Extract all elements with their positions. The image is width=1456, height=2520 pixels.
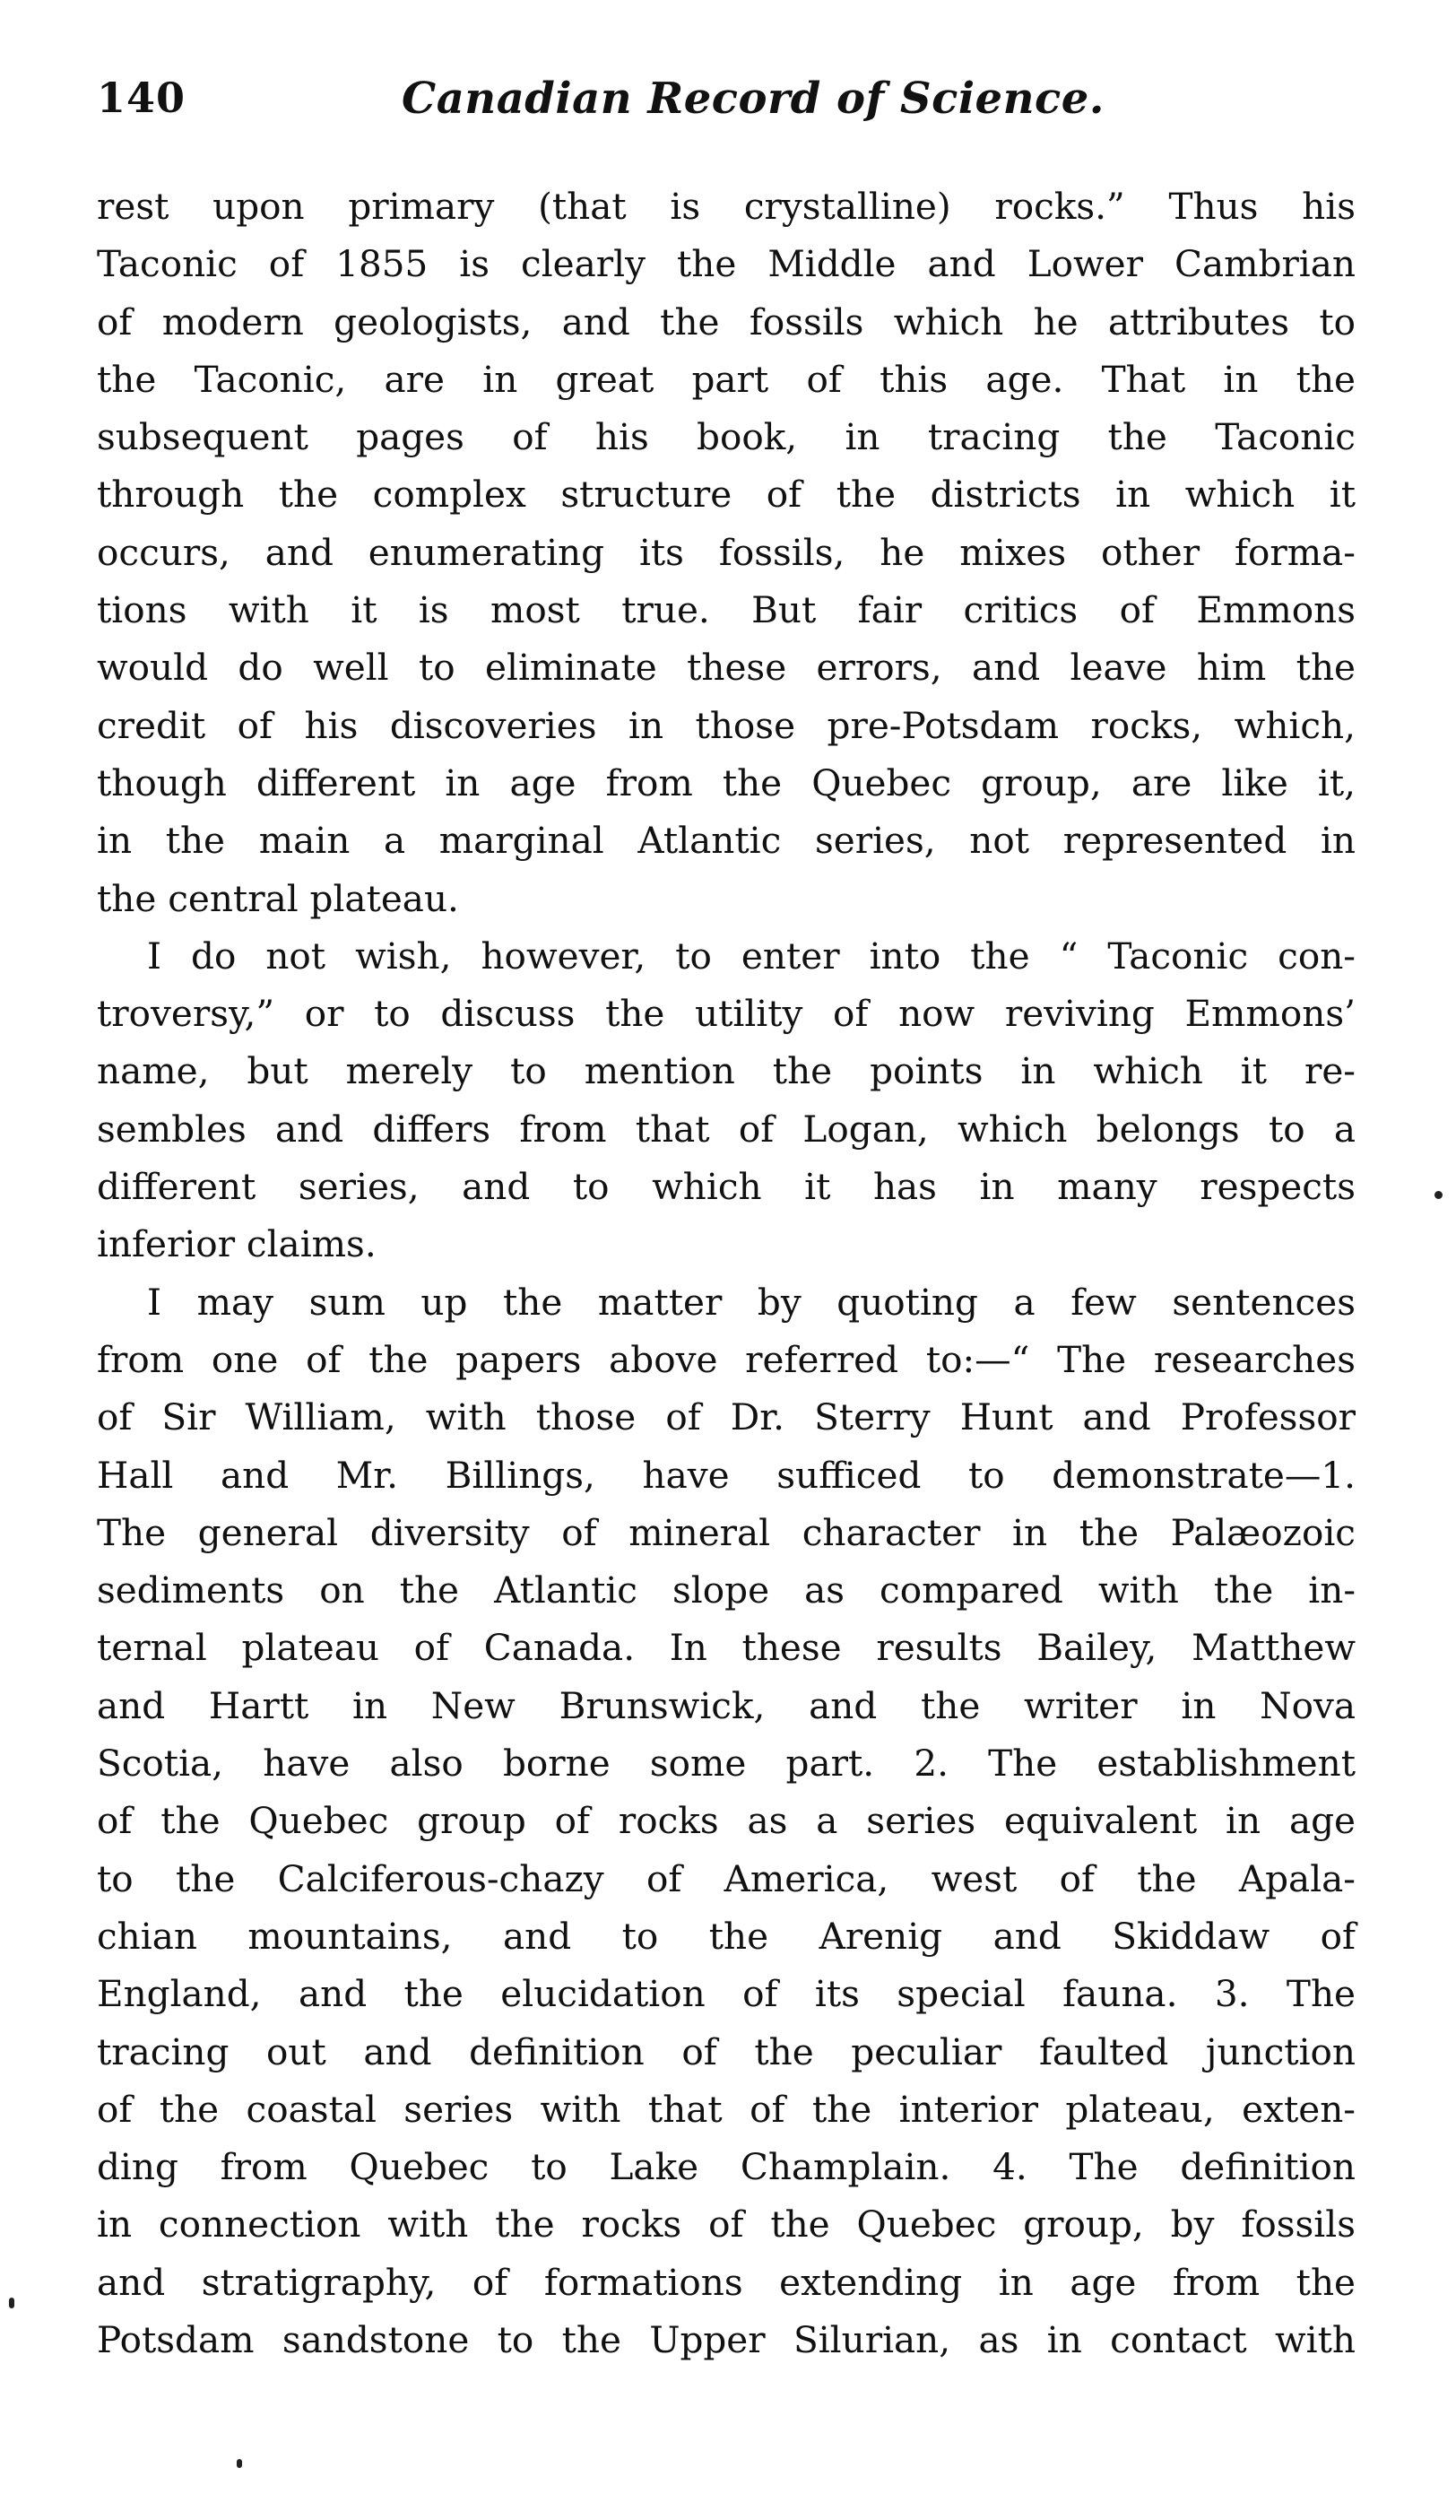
page-header [97,74,1370,136]
text-line: different series, and to which it has in many respects [97,1165,1356,1209]
text-line: of modern geologists, and the fossils which he attributes to [97,300,1356,343]
scan-speck [237,2459,242,2468]
text-line: I may sum up the matter by quoting a few sentences [147,1280,1356,1324]
scan-speck [1434,1191,1443,1199]
text-line: name, but merely to mention the points in which it re- [97,1049,1356,1093]
text-line: tracing out and definition of the peculiar faulted junction [97,2029,1356,2073]
text-line: ding from Quebec to Lake Champlain. 4. The definition [97,2145,1356,2189]
text-line: though different in age from the Quebec group, are like it, [97,760,1356,804]
text-line: of the coastal series with that of the interior plateau, exten- [97,2087,1356,2131]
text-line: occurs, and enumerating its fossils, he mixes other forma- [97,530,1356,574]
text-line: subsequent pages of his book, in tracing the Taconic [97,415,1356,459]
text-line: ternal plateau of Canada. In these results Bailey, Matthew [97,1626,1356,1670]
text-line: in connection with the rocks of the Quebec group, by fossils [97,2203,1356,2246]
text-line: credit of his discoveries in those pre-Potsdam rocks, which, [97,703,1356,747]
paragraph-3 [97,1273,1356,2369]
text-line: and Hartt in New Brunswick, and the writer in Nova [97,1683,1356,1727]
text-line: to the Calciferous-chazy of America, west of the Apala- [97,1856,1356,1900]
text-line: sediments on the Atlantic slope as compared with the in- [97,1568,1356,1612]
text-line: rest upon primary (that is crystalline) rocks.” Thus his [97,185,1356,228]
text-line: troversy,” or to discuss the utility of now reviving Emmons’ [97,992,1356,1036]
paragraph-2 [97,927,1356,1273]
text-line: sembles and differs from that of Logan, which belongs to a [97,1107,1356,1151]
text-line: from one of the papers above referred to:—“ The researches [97,1337,1356,1381]
paragraph-1 [97,178,1356,927]
text-line: tions with it is most true. But fair critics of Emmons [97,588,1356,632]
running-title: Canadian Record of Science. [402,74,1105,124]
body-text [97,178,1356,2368]
text-line: chian mountains, and to the Arenig and Skiddaw of [97,1914,1356,1958]
text-line: I do not wish, however, to enter into the “ Taconic con- [147,934,1356,978]
scan-speck [9,2298,14,2308]
text-line: inferior claims. [97,1222,377,1266]
text-line: would do well to eliminate these errors, and leave him the [97,646,1356,690]
text-line: in the main a marginal Atlantic series, not represented in [97,819,1356,863]
text-line: Hall and Mr. Billings, have sufficed to demonstrate—1. [97,1453,1356,1497]
text-line: the central plateau. [97,876,459,920]
text-line: and stratigraphy, of formations extending in age from the [97,2260,1356,2304]
text-line: of the Quebec group of rocks as a series equivalent in age [97,1799,1356,1843]
text-line: The general diversity of mineral character in the Palæozoic [97,1510,1356,1554]
text-line: Taconic of 1855 is clearly the Middle and Lower Cambrian [97,242,1356,286]
text-line: Scotia, have also borne some part. 2. The establishment [97,1742,1356,1786]
text-line: through the complex structure of the districts in which it [97,473,1356,517]
text-line: of Sir William, with those of Dr. Sterry Hunt and Professor [97,1395,1356,1439]
text-line: the Taconic, are in great part of this age. That in the [97,357,1356,401]
text-line: England, and the elucidation of its special fauna. 3. The [97,1972,1356,2016]
page-number: 140 [97,74,186,122]
text-line: Potsdam sandstone to the Upper Silurian, as in contact with [97,2317,1356,2361]
